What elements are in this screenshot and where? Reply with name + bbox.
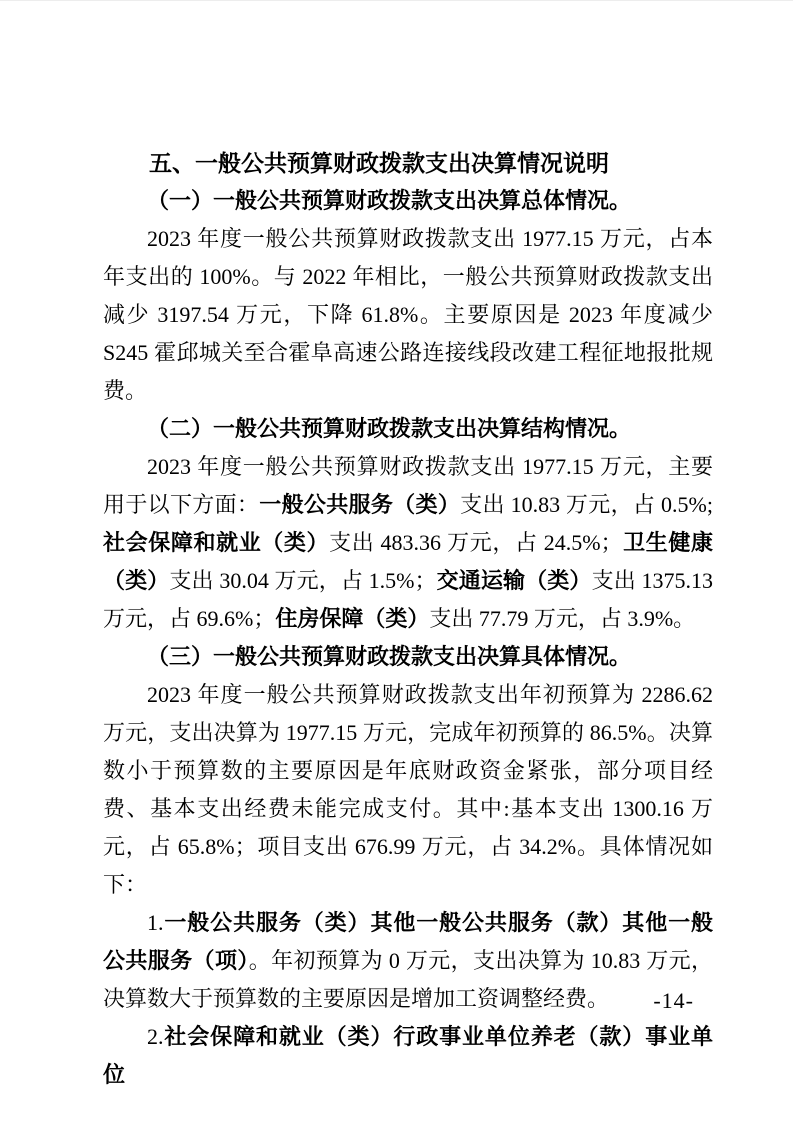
document-body bbox=[103, 144, 713, 1094]
subsection-heading-2 bbox=[103, 410, 713, 448]
text-run: （三）一般公共预算财政拨款支出决算具体情况。 bbox=[147, 644, 632, 669]
text-run: 2023 年度一般公共预算财政拨款支出 1977.15 万元，占本年支出的 100%。与 2022 年相比，一般公共预算财政拨款支出减少 3197.54 万元，下降 61.8%。主要原因是 2023 年度减少 S245 霍邱城关至合霍阜高速公路连接线段改建工程征地报批规费。 bbox=[103, 226, 713, 403]
text-run: 交通运输（类） bbox=[436, 568, 592, 593]
subsection-heading-1 bbox=[103, 182, 713, 220]
text-run: 1. bbox=[147, 910, 164, 935]
numbered-item-1 bbox=[103, 904, 713, 1018]
text-run: 住房保障（类） bbox=[275, 606, 430, 631]
subsection-heading-3 bbox=[103, 638, 713, 676]
paragraph-overall bbox=[103, 220, 713, 410]
text-run: （一）一般公共预算财政拨款支出决算总体情况。 bbox=[147, 188, 632, 213]
paragraph-detail-intro bbox=[103, 676, 713, 904]
text-run: 2023 年度一般公共预算财政拨款支出 1977.15 万元，主要用于以下方面： bbox=[103, 454, 713, 517]
text-run: 社会保障和就业（类）行政事业单位养老（款）事业单位 bbox=[103, 1024, 713, 1087]
section-title bbox=[103, 144, 713, 182]
text-run: 一般公共服务（类）其他一般公共服务（款）其他一般公共服务（项） bbox=[103, 910, 713, 973]
text-run: 2. bbox=[147, 1024, 164, 1049]
numbered-item-2 bbox=[103, 1018, 713, 1094]
text-run: 支出 10.83 万元，占 0.5%; bbox=[460, 492, 713, 517]
text-run: 支出 77.79 万元，占 3.9%。 bbox=[429, 606, 696, 631]
text-run: （二）一般公共预算财政拨款支出决算结构情况。 bbox=[147, 416, 632, 441]
page-number: -14- bbox=[653, 988, 694, 1013]
text-run: 支出 483.36 万元，占 24.5%； bbox=[329, 530, 623, 555]
text-run: 。年初预算为 0 万元，支出决算为 10.83 万元，决算数大于预算数的主要原因是增加工资调整经费。 bbox=[103, 948, 713, 1011]
text-run: 支出 1375.13 万元，占 69.6%； bbox=[103, 568, 713, 631]
text-run: 一般公共服务（类） bbox=[259, 492, 461, 517]
text-run: 卫生健康（类） bbox=[103, 530, 713, 593]
text-run: 支出 30.04 万元，占 1.5%； bbox=[169, 568, 437, 593]
text-run: 社会保障和就业（类） bbox=[103, 530, 330, 555]
text-run: 2023 年度一般公共预算财政拨款支出年初预算为 2286.62 万元，支出决算为 1977.15 万元，完成年初预算的 86.5%。决算数小于预算数的主要原因是年底财政资金紧张，部分项目经费、基本支出经费未能完成支付。其中:基本支出 1300.16 万元，占 65.8%；项目支出 676.99 万元，占 34.2%。具体情况如下： bbox=[103, 682, 713, 897]
paragraph-structure bbox=[103, 448, 713, 638]
text-run: 五、一般公共预算财政拨款支出决算情况说明 bbox=[149, 150, 609, 176]
